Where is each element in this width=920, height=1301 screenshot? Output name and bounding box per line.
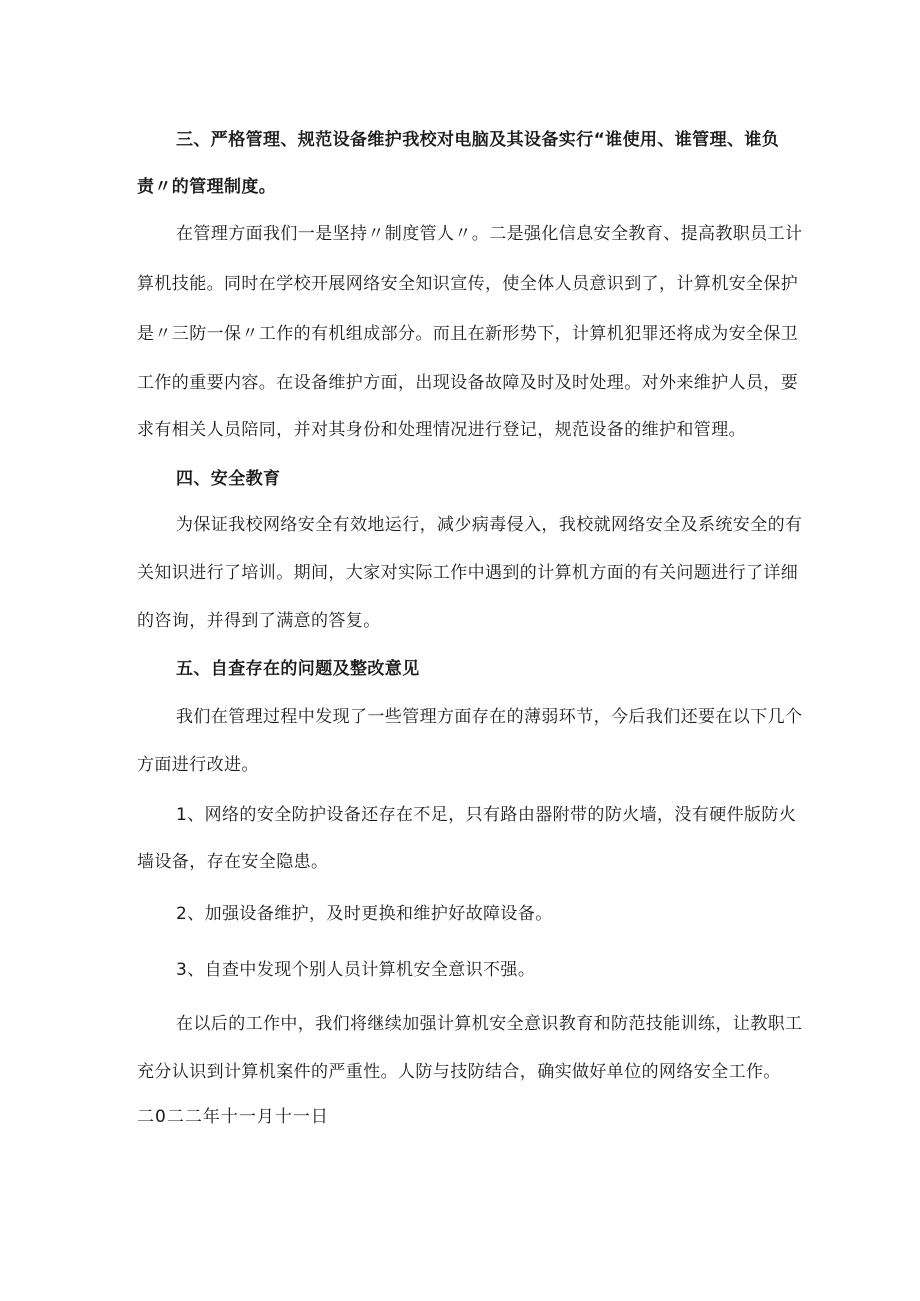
section-5-heading: 五、自查存在的问题及整改意见 bbox=[176, 659, 420, 679]
section-4-paragraph-line: 关知识进行了培训。期间，大家对实际工作中遇到的计算机方面的有关问题进行了详细 bbox=[137, 563, 799, 583]
section-5-item-1-line: 墙设备，存在安全隐患。 bbox=[137, 852, 329, 872]
section-5-closing-line: 在以后的工作中，我们将继续加强计算机安全意识教育和防范技能训练，让教职工 bbox=[176, 1014, 803, 1034]
section-4-heading: 四、安全教育 bbox=[176, 469, 281, 489]
section-5-item-3: 3、自查中发现个别人员计算机安全意识不强。 bbox=[176, 960, 536, 980]
section-3-heading-line-1: 三、严格管理、规范设备维护我校对电脑及其设备实行“谁使用、谁管理、谁负 bbox=[176, 130, 780, 150]
section-5-closing-line: 充分认识到计算机案件的严重性。人防与技防结合，确实做好单位的网络安全工作。 bbox=[137, 1062, 781, 1082]
section-3-paragraph-line: 在管理方面我们一是坚持〃制度管人〃。二是强化信息安全教育、提高教职员工计 bbox=[176, 224, 803, 244]
section-5-item-2: 2、加强设备维护，及时更换和维护好故障设备。 bbox=[176, 904, 553, 924]
section-3-heading-line-2: 责〃的管理制度。 bbox=[137, 177, 277, 197]
section-4-paragraph-line: 为保证我校网络安全有效地运行，减少病毒侵入，我校就网络安全及系统安全的有 bbox=[176, 515, 803, 535]
section-4-paragraph-line: 的咨询，并得到了满意的答复。 bbox=[137, 611, 381, 631]
section-3-paragraph-line: 是〃三防一保〃工作的有机组成部分。而且在新形势下，计算机犯罪还将成为安全保卫 bbox=[137, 324, 799, 344]
document-date: 二0二二年十一月十一日 bbox=[137, 1107, 329, 1127]
section-5-intro-line: 我们在管理过程中发现了一些管理方面存在的薄弱环节，今后我们还要在以下几个 bbox=[176, 707, 803, 727]
section-3-paragraph-line: 算机技能。同时在学校开展网络安全知识宣传，使全体人员意识到了，计算机安全保护 bbox=[137, 274, 799, 294]
section-3-paragraph-line: 工作的重要内容。在设备维护方面，出现设备故障及时及时处理。对外来维护人员，要 bbox=[137, 373, 799, 393]
section-5-item-1-line: 1、网络的安全防护设备还存在不足，只有路由器附带的防火墙，没有硬件版防火 bbox=[176, 805, 797, 825]
section-3-paragraph-line: 求有相关人员陪同，并对其身份和处理情况进行登记，规范设备的维护和管理。 bbox=[137, 420, 746, 440]
section-5-intro-line: 方面进行改进。 bbox=[137, 755, 259, 775]
